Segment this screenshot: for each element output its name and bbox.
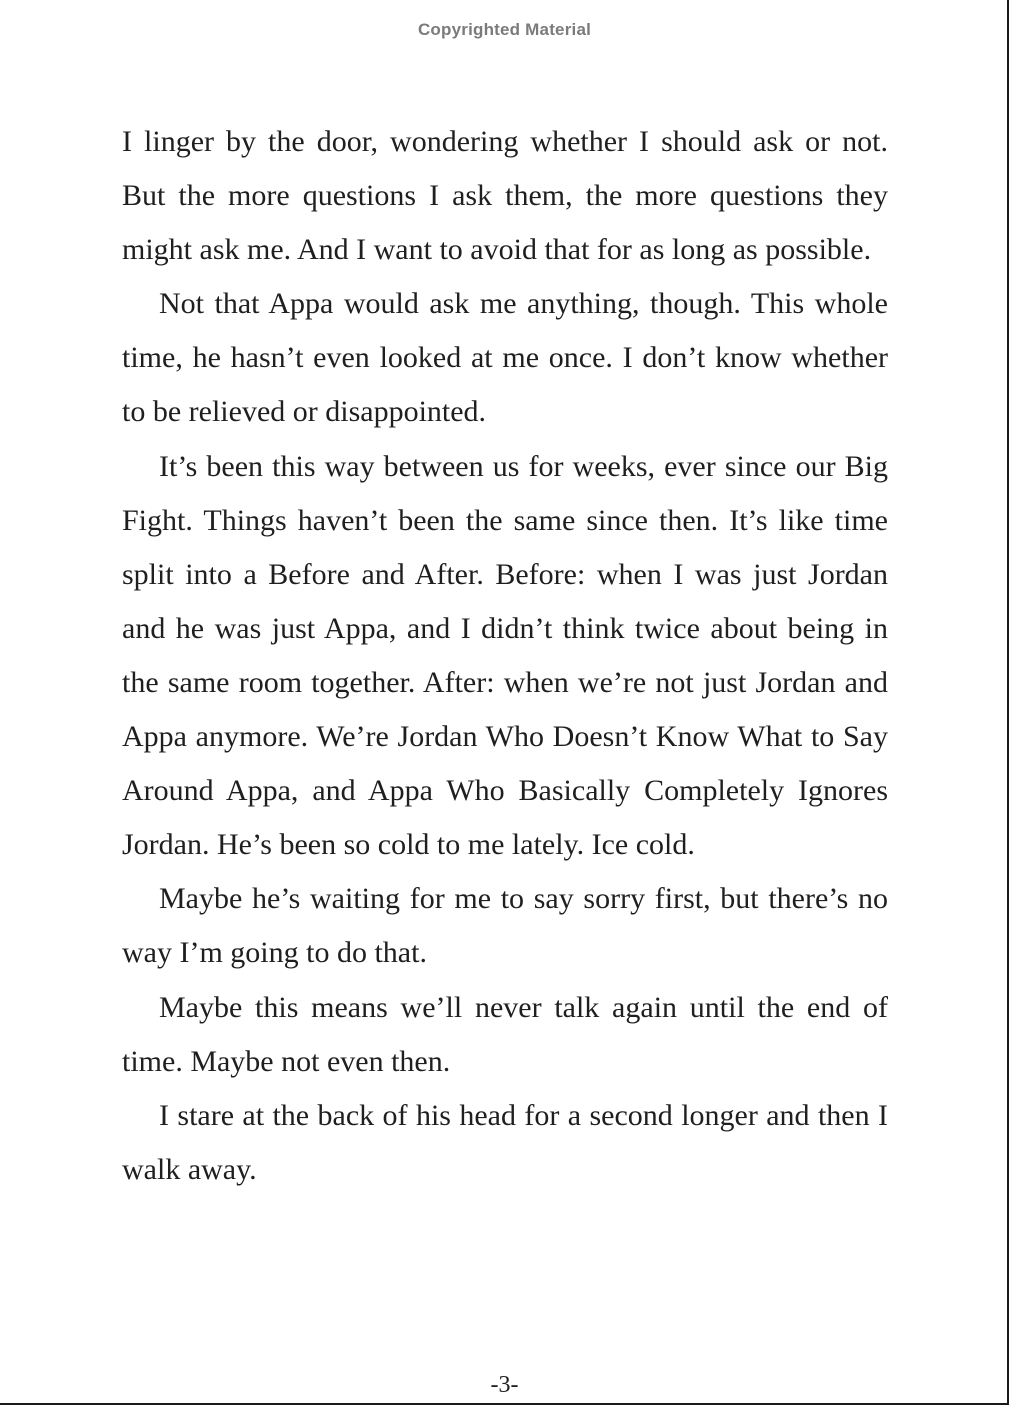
paragraph: I linger by the door, wondering whether I should ask or not. But the more questions I ask them, the more questions they might ask me. And I want to avoid that for as long as possible. <box>122 125 888 267</box>
body-text <box>122 115 888 1197</box>
paragraph: Maybe this means we’ll never talk again until the end of time. Maybe not even then. <box>122 990 888 1078</box>
paragraph: It’s been this way between us for weeks, ever since our Big Fight. Things haven’t been the same since then. It’s like time split into a Before and After. Before: when I was just Jordan and he was just Appa, and I didn’t think twice about being in the same room together. After: when we’re not just Jordan and Appa anymore. We’re Jordan Who Doesn’t Know What to Say Around Appa, and Appa Who Basically Completely Ignores Jordan. He’s been so cold to me lately. Ice cold. <box>122 449 888 862</box>
paragraph: I stare at the back of his head for a second longer and then I walk away. <box>122 1098 888 1186</box>
copyright-watermark: Copyrighted Material <box>417 20 592 39</box>
paragraph: Not that Appa would ask me anything, though. This whole time, he hasn’t even looked at me once. I don’t know whether to be relieved or disappointed. <box>122 287 888 429</box>
page-number: -3- <box>490 1372 519 1398</box>
paragraph: Maybe he’s waiting for me to say sorry first, but there’s no way I’m going to do that. <box>122 882 888 970</box>
